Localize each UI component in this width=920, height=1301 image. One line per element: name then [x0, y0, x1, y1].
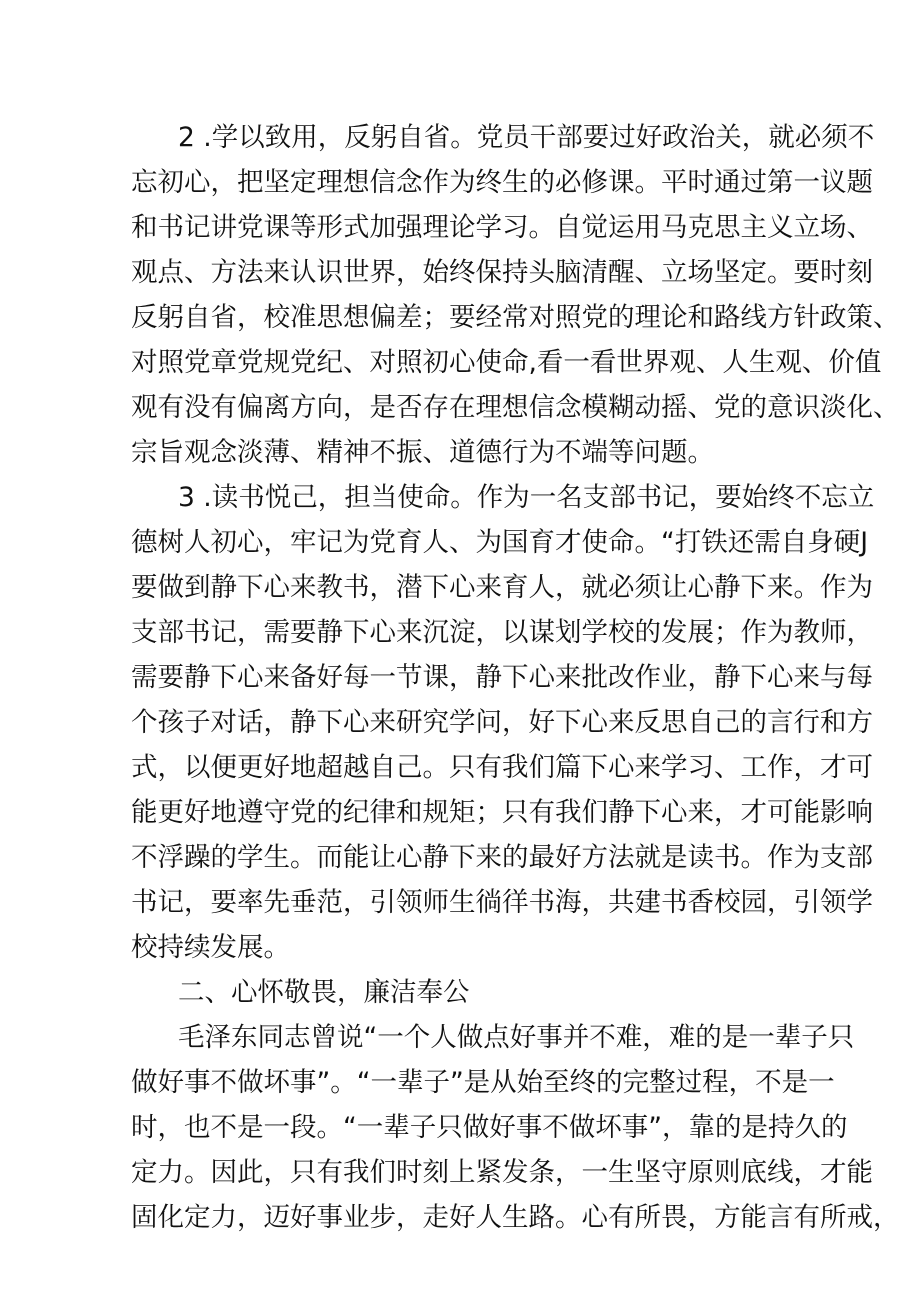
paragraph-3-line-6: 个孩子对话，静下心来研究学问，好下心来反思自己的言行和方 — [131, 707, 873, 738]
paragraph-3-line-11: 校持续发展。 — [131, 932, 290, 963]
paragraph-2-line-8: 宗旨观念淡薄、精神不振、道德行为不端等问题。 — [131, 437, 714, 468]
paragraph-2-line-3: 和书记讲党课等形式加强理论学习。自觉运用马克思主义立场、 — [131, 212, 873, 243]
paragraph-4-line-2: 做好事不做坏事”。“一辈子”是从始至终的完整过程，不是一 — [131, 1067, 835, 1098]
paragraph-4-line-3: 时，也不是一段。“一辈子只做好事不做坏事”，靠的是持久的 — [131, 1112, 848, 1143]
paragraph-3-line-2: 德树人初心，牢记为党育人、为国育才使命。“打铁还需自身硬J — [131, 527, 869, 558]
paragraph-2-line-2: 忘初心，把坚定理想信念作为终生的必修课。平时通过第一议题 — [131, 167, 873, 198]
paragraph-3-line-3: 要做到静下心来教书，潜下心来育人，就必须让心静下来。作为 — [131, 572, 873, 603]
paragraph-2-line-6: 对照党章党规党纪、对照初心使命,看一看世界观、人生观、价值 — [131, 347, 882, 378]
paragraph-3-line-9: 不浮躁的学生。而能让心静下来的最好方法就是读书。作为支部 — [131, 842, 873, 873]
paragraph-4-line-5: 固化定力，迈好事业步，走好人生路。心有所畏，方能言有所戒， — [131, 1202, 900, 1233]
paragraph-3-line-1: 3 .读书悦己，担当使命。作为一名支部书记，要始终不忘立 — [178, 482, 875, 513]
paragraph-3-line-4: 支部书记，需要静下心来沉淀，以谋划学校的发展；作为教师， — [131, 617, 873, 648]
paragraph-2-line-1: 2 .学以致用，反躬自省。党员干部要过好政治关，就必须不 — [178, 122, 875, 153]
paragraph-2-line-4: 观点、方法来认识世界，始终保持头脑清醒、立场坚定。要时刻 — [131, 257, 873, 288]
paragraph-4-line-1: 毛泽东同志曾说“一个人做点好事并不难，难的是一辈子只 — [178, 1022, 855, 1053]
paragraph-2-line-7: 观有没有偏离方向，是否存在理想信念模糊动摇、党的意识淡化、 — [131, 392, 900, 423]
paragraph-3-line-7: 式，以便更好地超越自己。只有我们篇下心来学习、工作，才可 — [131, 752, 873, 783]
paragraph-2-line-5: 反躬自省，校准思想偏差；要经常对照党的理论和路线方针政策、 — [131, 302, 900, 333]
paragraph-4-line-4: 定力。因此，只有我们时刻上紧发条，一生坚守原则底线，才能 — [131, 1157, 873, 1188]
paragraph-3-line-10: 书记，要率先垂范，引领师生徜徉书海，共建书香校园，引领学 — [131, 887, 873, 918]
paragraph-3-line-5: 需要静下心来备好每一节课，静下心来批改作业，静下心来与每 — [131, 662, 873, 693]
section-heading: 二、心怀敬畏，廉洁奉公 — [178, 977, 470, 1008]
paragraph-3-line-8: 能更好地遵守党的纪律和规矩；只有我们静下心来，才可能影响 — [131, 797, 873, 828]
